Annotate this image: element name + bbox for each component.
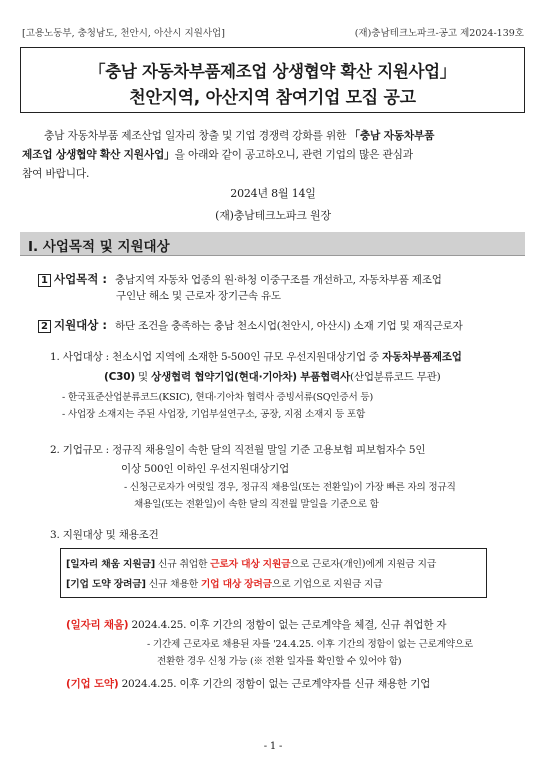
- program-name: 「충남 자동차부품: [349, 129, 435, 142]
- cond-company-text: 2024.4.25. 이후 기간의 정함이 없는 근로계약자를 신규 채용한 기업: [118, 678, 431, 690]
- item1-sub2: - 사업장 소재지는 주된 사업장, 기업부설연구소, 공장, 지점 소재지 등 포함: [62, 409, 366, 420]
- target-text: 하단 조건을 충족하는 충남 천소시업(천안시, 아산시) 소재 기업 및 재직근로자: [115, 320, 463, 332]
- company-fund-desc: 으로 기업으로 지원금 지급: [271, 579, 383, 590]
- title-line2: 천안지역, 아산지역 참여기업 모집 공고: [129, 88, 416, 108]
- cond-job-label: (일자리 채움): [66, 619, 129, 631]
- item1-code: (C30): [104, 371, 135, 383]
- title-line1: 「충남 자동차부품제조업 상생협약 확산 지원사업」: [89, 62, 456, 81]
- intro-line1: [44, 126, 434, 145]
- support-type-box: [60, 548, 487, 598]
- intro-line2: [22, 145, 413, 164]
- job-fund-type: 지원금: [262, 559, 291, 570]
- item1-line1: [50, 349, 462, 364]
- header-right: (재)충남테크노파크-공고 제2024-139호: [354, 28, 524, 39]
- intro-line3: 참여 바랍니다.: [22, 167, 90, 180]
- purpose-text-cont: 구인난 해소 및 근로자 장기근속 유도: [116, 290, 281, 302]
- item1-sub1: - 한국표준산업분류코드(KSIC), 현대·기아차 협력사 증빙서류(SQ인증서 등): [62, 392, 374, 403]
- item2-line1: 2. 기업규모 : 정규직 채용일이 속한 달의 직전월 말일 기준 고용보험 피보험자수 5인: [50, 444, 426, 456]
- section-heading: [20, 232, 525, 256]
- cond-job-text: 2024.4.25. 이후 기간의 정함이 없는 근로계약을 체결, 신규 취업한 자: [128, 619, 447, 631]
- purpose-row: [38, 268, 442, 287]
- item1-text: 1. 사업대상 : 천소시업 지역에 소재한 5-500인 규모 우선지원대상기업 중: [50, 351, 383, 363]
- support-row-job: [66, 556, 436, 570]
- section-title: Ⅰ. 사업목적 및 지원대상: [28, 239, 170, 255]
- cond-company-row: [66, 676, 430, 691]
- cond-company-label: (기업 도약): [66, 678, 119, 690]
- item1-line2: [104, 369, 441, 384]
- job-fund-desc: 으로 근로자(개인)에게 지원금 지급: [290, 559, 437, 570]
- company-fund-target: 기업 대상: [200, 579, 242, 590]
- target-row: [38, 314, 463, 333]
- company-fund-text: 신규 채용한: [145, 579, 201, 590]
- issuer: (재)충남테크노파크 원장: [215, 209, 331, 222]
- header-left: [고용노동부, 충청남도, 천안시, 아산시 지원사업]: [22, 28, 225, 39]
- job-fund-text: 신규 취업한: [155, 559, 211, 570]
- item3-title: 3. 지원대상 및 채용조건: [50, 529, 159, 541]
- program-name-cont: 제조업 상생협약 확산 지원사업」: [22, 148, 175, 161]
- intro-text: 충남 자동차부품 제조산업 일자리 창출 및 기업 경쟁력 강화를 위한: [44, 129, 350, 142]
- item1-partner: 상생협력 협약기업(현대·기아차) 부품협력사: [151, 371, 351, 383]
- intro-text: 을 아래와 같이 공고하오니, 관련 기업의 많은 관심과: [174, 148, 413, 161]
- title-box: [20, 47, 525, 113]
- item-number-box: 1: [38, 274, 51, 287]
- item1-note: (산업분류코드 무관): [350, 371, 441, 383]
- company-fund-type: 장려금: [244, 579, 272, 590]
- item2-sub1: - 신청근로자가 여럿일 경우, 정규직 채용일(또는 전환일)이 가장 빠른 자의 정규직: [124, 482, 456, 493]
- cond-job-sub2: 전환한 경우 신청 가능 (※ 전환 일자를 확인할 수 있어야 함): [157, 656, 402, 667]
- target-label: 지원대상 :: [53, 318, 108, 332]
- item-number-box: 2: [38, 320, 51, 333]
- item2-sub2: 채용일(또는 전환일)이 속한 달의 직전월 말일을 기준으로 함: [134, 499, 379, 510]
- cond-job-row: [66, 617, 446, 632]
- support-row-company: [66, 576, 383, 590]
- cond-job-sub1: - 기간제 근로자로 채용된 자를 '24.4.25. 이후 기간의 정함이 없는 근로계약으로: [147, 639, 473, 650]
- purpose-label: 사업목적 :: [53, 272, 108, 286]
- job-fund-target: 근로자 대상: [210, 559, 260, 570]
- item1-and: 및: [134, 371, 152, 383]
- page-number: - 1 -: [263, 741, 283, 752]
- job-fund-label: [일자리 채움 지원금]: [66, 559, 156, 570]
- company-fund-label: [기업 도약 장려금]: [66, 579, 146, 590]
- purpose-text: 충남지역 자동차 업종의 원·하청 이중구조를 개선하고, 자동차부품 제조업: [115, 274, 442, 286]
- notice-date: 2024년 8월 14일: [230, 187, 316, 200]
- item2-line2: 이상 500인 이하인 우선지원대상기업: [121, 463, 290, 475]
- item1-emph: 자동차부품제조업: [382, 351, 462, 363]
